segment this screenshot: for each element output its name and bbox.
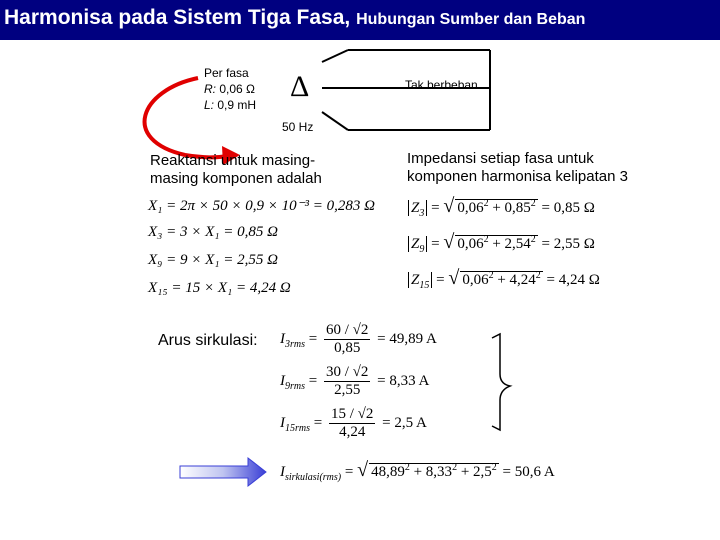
reactance-eq-2: X₃ = 3 × X₁ = 0,85 Ω — [148, 224, 278, 240]
r-value: 0,06 Ω — [219, 82, 256, 96]
total-result: = 50,6 A — [502, 464, 555, 480]
i9-result: = 8,33 A — [377, 372, 430, 389]
current-i15: $I_{15rms}$ = $\frac{15 / √2}{4,24}$ = 2,5 A — [280, 406, 427, 440]
reactance-heading-1: Reaktansi untuk masing- — [150, 152, 316, 169]
i9-numerator: 30 / √2 — [325, 364, 369, 380]
reactance-eq-1: X₁ = 2π × 50 × 0,9 × 10⁻³ = 0,283 Ω — [148, 198, 376, 214]
circulating-label: Arus sirkulasi: — [158, 332, 258, 349]
impedance-z15: $Z_{15}$ = √ $0,06^2 + 4,24^2 = 4,24$ Ω — [408, 270, 600, 291]
z9-result: = 2,55 Ω — [541, 236, 595, 252]
inductance-label — [204, 98, 256, 112]
delta-symbol: Δ — [290, 70, 310, 103]
title-sub-text: Hubungan Sumber dan Beban — [356, 11, 586, 28]
i15-result: = 2,5 A — [382, 414, 427, 431]
i15-denominator: 4,24 — [339, 424, 366, 440]
impedance-z3: $Z_3$ = √ $0,06^2 + 0,85^2 = 0,85$ Ω — [408, 198, 595, 219]
i3-numerator: 60 / √2 — [325, 322, 369, 338]
i15-numerator: 15 / √2 — [330, 406, 374, 422]
load-label: Tak berbeban — [405, 78, 478, 92]
reactance-heading-2: masing komponen adalah — [150, 170, 322, 187]
z15-result: = 4,24 Ω — [546, 272, 600, 288]
title-main-text: Harmonisa pada Sistem Tiga Fasa, — [4, 6, 351, 29]
i3-result: = 49,89 A — [377, 330, 437, 347]
reactance-eq-4: X₁₅ = 15 × X₁ = 4,24 Ω — [148, 280, 291, 296]
current-i3: $I_{3rms}$ = $\frac{60 / √2}{0,85}$ = 49,89 A — [280, 322, 437, 356]
i9-denominator: 2,55 — [334, 382, 361, 398]
frequency-label: 50 Hz — [282, 120, 314, 134]
total-circulating-current: $I_{sirkulasi(rms)}$ = √ $48,89^2 + 8,33^2 + 2,5^2 = 50,6$ A — [280, 459, 555, 483]
l-value: 0,9 mH — [217, 98, 257, 112]
resistance-label — [204, 82, 255, 96]
i3-denominator: 0,85 — [334, 340, 361, 356]
z3-result: = 0,85 Ω — [541, 200, 595, 216]
current-i9: $I_{9rms}$ = $\frac{30 / √2}{2,55}$ = 8,33 A — [280, 364, 430, 398]
impedance-z9: $Z_9$ = √ $0,06^2 + 2,54^2 = 2,55$ Ω — [408, 234, 595, 255]
per-fasa-label: Per fasa — [204, 66, 249, 80]
impedance-heading-2: komponen harmonisa kelipatan 3 — [407, 168, 628, 185]
impedance-heading-1: Impedansi setiap fasa untuk — [407, 150, 594, 167]
r-label: R: — [204, 82, 216, 96]
reactance-eq-3: X₉ = 9 × X₁ = 2,55 Ω — [148, 252, 278, 268]
l-label: L: — [204, 98, 215, 112]
